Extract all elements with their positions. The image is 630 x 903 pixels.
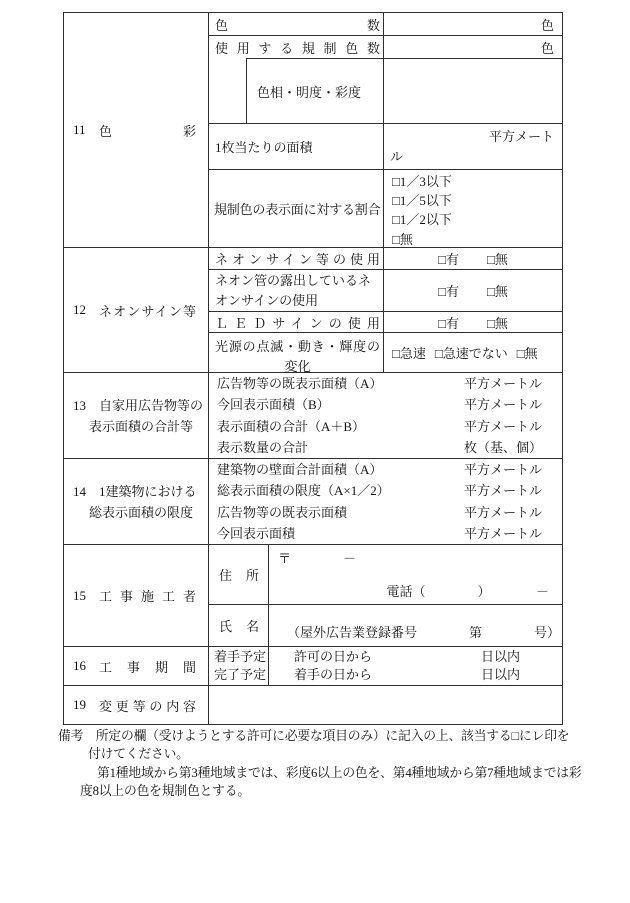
option-label: 無 bbox=[494, 284, 508, 300]
row-14-label-line2: 総表示面積の限度 bbox=[89, 504, 194, 520]
field-label: 広告物等の既表示面積 bbox=[217, 504, 348, 520]
checkbox-icon[interactable]: □ bbox=[438, 284, 446, 300]
color-count-label: 色数 bbox=[215, 17, 380, 33]
address-value-cell[interactable] bbox=[269, 545, 562, 604]
row-12-neon-sign bbox=[64, 247, 562, 372]
color-count-unit: 色 bbox=[540, 17, 554, 33]
option-label: 無 bbox=[494, 315, 508, 331]
area-per-piece-value-cell[interactable] bbox=[384, 124, 562, 169]
row-12-number: 12 bbox=[73, 302, 86, 317]
field-label: 建築物の壁面合計面積（A） bbox=[217, 461, 383, 477]
row-16-construction-period bbox=[64, 646, 562, 685]
checkbox-option[interactable] bbox=[487, 313, 508, 332]
field-contractor-address bbox=[209, 545, 562, 604]
field-label: 総表示面積の限度（A×1／2） bbox=[217, 483, 390, 498]
option-label: 1／2以下 bbox=[399, 212, 452, 228]
field-neon-exposed bbox=[209, 269, 562, 311]
regulated-color-count-unit: 色 bbox=[540, 40, 554, 56]
row-11-header-cell bbox=[64, 13, 209, 247]
checkbox-option[interactable] bbox=[392, 191, 562, 210]
row-12-label: ネオンサイン等 bbox=[99, 303, 196, 319]
unit-label: 平方メートル bbox=[463, 461, 542, 477]
option-label: 急速 bbox=[399, 346, 426, 361]
led-use-label: ＬＥＤサインの使用 bbox=[215, 315, 380, 331]
period-values-cell bbox=[269, 647, 562, 685]
unit-label: 平方メートル bbox=[463, 375, 542, 391]
neon-use-options-cell bbox=[384, 248, 562, 269]
row-12-header-cell bbox=[64, 248, 209, 372]
row-14-header-cell bbox=[64, 459, 209, 544]
row-16-number: 16 bbox=[73, 658, 86, 673]
name-label: 氏名 bbox=[219, 619, 259, 635]
led-use-options-cell bbox=[384, 312, 562, 332]
unit-label: 平方メートル bbox=[463, 397, 542, 412]
checkbox-icon[interactable]: □ bbox=[392, 193, 400, 209]
days-unit: 日以内 bbox=[480, 649, 520, 664]
field-led-use bbox=[209, 311, 562, 332]
checkbox-option[interactable] bbox=[438, 249, 459, 268]
field-current-display-area[interactable] bbox=[209, 523, 562, 545]
area-unit-line2: ル bbox=[390, 149, 404, 164]
row-15-contractor bbox=[64, 544, 562, 646]
indent-strip bbox=[209, 58, 246, 123]
unit-label: 枚（基、個） bbox=[463, 440, 542, 455]
field-hue-brightness-saturation bbox=[209, 58, 562, 123]
checkbox-icon[interactable]: □ bbox=[392, 212, 400, 228]
field-wall-total-area-a[interactable] bbox=[209, 459, 562, 481]
field-regulated-color-count bbox=[209, 35, 562, 58]
hue-label-cell bbox=[246, 58, 384, 123]
remarks-line-3: 第1種地域から第3種地域までは、彩度6以上の色を、第4種地域から第7種地域までは彩 bbox=[97, 765, 582, 780]
row-13-own-ad-total-area bbox=[64, 372, 562, 458]
address-label: 住所 bbox=[219, 568, 259, 584]
light-change-options-cell bbox=[384, 333, 562, 372]
row-13-label-line1: 自家用広告物等の bbox=[99, 397, 204, 413]
field-total-quantity[interactable] bbox=[209, 437, 562, 459]
field-start-within-days[interactable] bbox=[269, 648, 562, 666]
field-finish-within-days[interactable] bbox=[269, 666, 562, 684]
row-11-color bbox=[64, 13, 562, 247]
finish-from-text: 着手の日から bbox=[294, 667, 373, 682]
registration-number-line: （屋外広告業登録番号 第 号） bbox=[287, 625, 561, 640]
remarks-note bbox=[58, 727, 581, 801]
neon-exposed-label: ネオン管の露出しているネオンサインの使用 bbox=[215, 273, 372, 309]
field-label: 広告物等の既表示面積（A） bbox=[217, 375, 383, 391]
field-existing-display-area[interactable] bbox=[209, 502, 562, 524]
phone-line: 電話（ ） － bbox=[386, 584, 549, 600]
area-unit-line1: 平方メート bbox=[488, 129, 554, 144]
option-label: 無 bbox=[494, 252, 508, 268]
unit-label: 平方メートル bbox=[463, 526, 542, 541]
field-light-change bbox=[209, 332, 562, 372]
ratio-label: 規制色の表示面に対する割合 bbox=[214, 202, 381, 217]
row-13-label-line2: 表示面積の合計等 bbox=[89, 418, 194, 434]
neon-exposed-label-cell bbox=[209, 270, 384, 311]
checkbox-icon[interactable]: □ bbox=[487, 315, 495, 331]
led-use-label-cell bbox=[209, 312, 384, 332]
row-15-label: 工事施工者 bbox=[99, 589, 196, 604]
remarks-line-4: 度8以上の色を規制色とする。 bbox=[80, 784, 250, 799]
address-label-cell bbox=[209, 545, 269, 604]
period-sublabels-cell bbox=[209, 647, 269, 685]
checkbox-option[interactable] bbox=[487, 249, 508, 268]
light-change-label-cell bbox=[209, 333, 384, 372]
option-label: 1／5以下 bbox=[399, 193, 452, 209]
postal-code-line: 〒 － bbox=[278, 551, 357, 566]
color-count-value-cell[interactable] bbox=[384, 13, 562, 35]
row-15-fields bbox=[209, 545, 562, 646]
field-color-count bbox=[209, 13, 562, 35]
row-16-label: 工事期間 bbox=[99, 659, 196, 675]
name-value-cell[interactable] bbox=[269, 605, 562, 646]
neon-use-label: ネオンサイン等の使用 bbox=[215, 252, 380, 268]
start-from-text: 許可の日から bbox=[294, 649, 373, 664]
field-display-area-limit[interactable] bbox=[209, 480, 562, 502]
checkbox-option[interactable] bbox=[392, 230, 562, 249]
change-details-value-cell[interactable] bbox=[209, 686, 562, 724]
field-existing-area-a[interactable] bbox=[209, 373, 562, 395]
form-table bbox=[63, 12, 563, 725]
row-19-header-cell bbox=[64, 686, 209, 724]
regulated-color-count-label-cell bbox=[209, 36, 384, 58]
field-area-per-piece bbox=[209, 123, 562, 169]
option-label: 1／3以下 bbox=[399, 174, 452, 189]
option-label: 急速でない bbox=[442, 346, 508, 361]
option-label: 無 bbox=[399, 231, 413, 247]
option-label: 有 bbox=[445, 315, 459, 331]
row-14-fields bbox=[209, 459, 562, 544]
field-label: 表示面積の合計（A＋B） bbox=[217, 418, 366, 434]
regulated-color-count-value-cell[interactable] bbox=[384, 36, 562, 58]
checkbox-icon[interactable]: □ bbox=[487, 252, 495, 268]
checkbox-icon[interactable]: □ bbox=[434, 346, 443, 361]
field-label: 今回表示面積（B） bbox=[217, 397, 330, 412]
row-16-header-cell bbox=[64, 647, 209, 685]
checkbox-icon[interactable]: □ bbox=[438, 252, 446, 268]
checkbox-icon[interactable]: □ bbox=[438, 315, 446, 331]
row-11-label: 色彩 bbox=[99, 123, 196, 139]
finish-planned-label: 完了予定 bbox=[214, 667, 267, 682]
checkbox-option[interactable] bbox=[392, 172, 562, 191]
field-regulated-color-ratio bbox=[209, 169, 562, 247]
ratio-label-cell bbox=[209, 170, 384, 247]
days-unit: 日以内 bbox=[480, 667, 520, 682]
field-total-area-ab[interactable] bbox=[209, 416, 562, 438]
row-19-label: 変更等の内容 bbox=[99, 698, 196, 714]
row-14-building-area-limit bbox=[64, 458, 562, 544]
row-19-change-details bbox=[64, 685, 562, 724]
start-planned-label: 着手予定 bbox=[214, 649, 267, 664]
field-label: 今回表示面積 bbox=[217, 526, 296, 541]
remarks-line-2: 付けてください。 bbox=[88, 747, 189, 762]
color-count-label-cell bbox=[209, 13, 384, 35]
unit-label: 平方メートル bbox=[463, 483, 542, 498]
checkbox-icon[interactable]: □ bbox=[516, 346, 525, 361]
unit-label: 平方メートル bbox=[463, 504, 542, 520]
option-label: 有 bbox=[445, 252, 459, 268]
area-per-piece-label: 1枚当たりの面積 bbox=[215, 140, 313, 155]
row-12-fields bbox=[209, 248, 562, 372]
checkbox-option[interactable] bbox=[487, 281, 508, 300]
checkbox-option[interactable] bbox=[392, 343, 426, 362]
checkbox-icon[interactable]: □ bbox=[487, 284, 495, 300]
checkbox-icon[interactable]: □ bbox=[392, 174, 400, 189]
option-label: 有 bbox=[445, 284, 459, 300]
field-neon-use bbox=[209, 248, 562, 269]
checkbox-icon[interactable]: □ bbox=[392, 346, 400, 361]
checkbox-option[interactable] bbox=[435, 343, 508, 362]
row-15-number: 15 bbox=[73, 587, 86, 603]
hue-label: 色相・明度・彩度 bbox=[257, 84, 362, 100]
checkbox-option[interactable] bbox=[438, 313, 459, 332]
row-13-header-cell bbox=[64, 373, 209, 458]
row-15-header-cell bbox=[64, 545, 209, 646]
option-label: 無 bbox=[524, 346, 538, 361]
row-11-fields bbox=[209, 13, 562, 247]
checkbox-option[interactable] bbox=[438, 281, 459, 300]
row-19-number: 19 bbox=[73, 697, 86, 712]
field-label: 表示数量の合計 bbox=[217, 440, 309, 455]
row-14-number: 14 bbox=[73, 483, 86, 499]
hue-value-cell[interactable] bbox=[384, 58, 562, 123]
row-13-number: 13 bbox=[73, 397, 86, 413]
neon-exposed-options-cell bbox=[384, 270, 562, 311]
regulated-color-count-label: 使用する規制色数 bbox=[215, 40, 380, 56]
unit-label: 平方メートル bbox=[463, 418, 542, 434]
checkbox-option[interactable] bbox=[392, 210, 562, 229]
neon-use-label-cell bbox=[209, 248, 384, 269]
field-current-area-b[interactable] bbox=[209, 394, 562, 416]
area-per-piece-label-cell bbox=[209, 124, 384, 169]
remarks-line-1: 備考 所定の欄（受けようとする許可に必要な項目のみ）に記入の上、該当する□にレ印を bbox=[58, 729, 570, 743]
field-contractor-name bbox=[209, 604, 562, 646]
name-label-cell bbox=[209, 605, 269, 646]
checkbox-option[interactable] bbox=[517, 343, 538, 362]
checkbox-icon[interactable]: □ bbox=[392, 231, 400, 247]
row-14-label-line1: 1建築物における bbox=[99, 483, 197, 499]
row-11-number: 11 bbox=[73, 122, 86, 137]
row-13-fields bbox=[209, 373, 562, 458]
ratio-options-cell bbox=[384, 170, 562, 247]
light-change-label: 光源の点滅・動き・輝度の変化 bbox=[215, 339, 380, 374]
